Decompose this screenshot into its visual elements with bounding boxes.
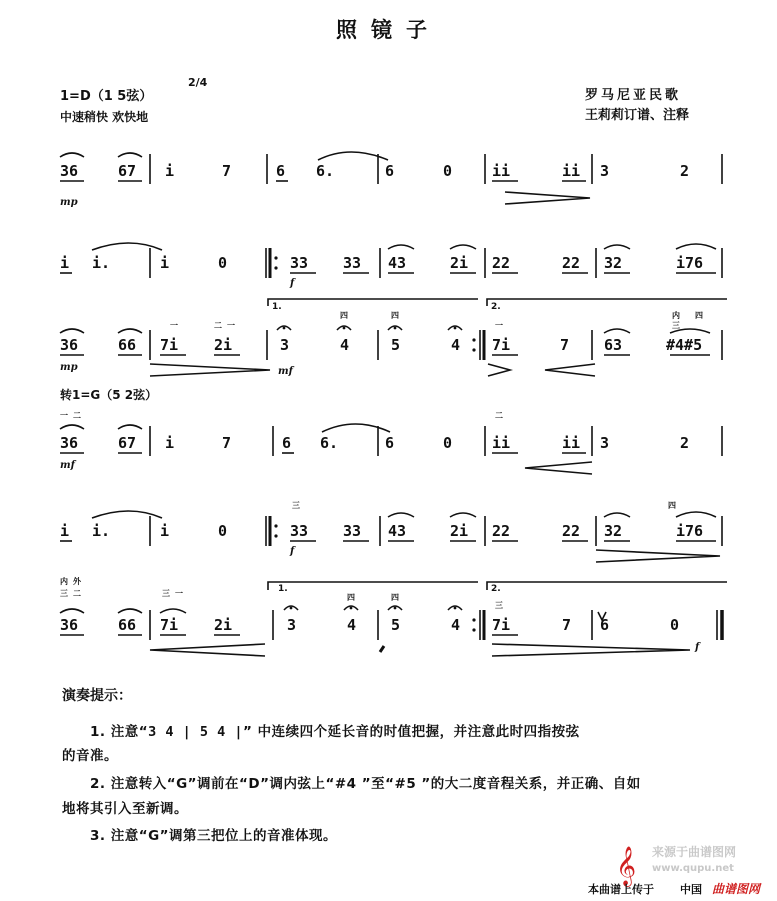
watermark-text: 来源于曲谱图网 [652,845,737,859]
note-group: 4 [451,336,461,354]
note-group: 33 [290,254,309,272]
note-group: 3 [600,162,610,180]
tip-1-line-1 [90,720,580,740]
note-group: 2 [680,434,690,452]
note-group: 3 [600,434,610,452]
note-group: 63 [604,336,623,354]
key-signature: 1=D（1 5弦） [60,89,153,104]
score-system-4 [0,402,777,482]
fingering-label: 四 [391,593,399,602]
footer-site-text: 中国 [680,883,702,896]
note-group: 66 [118,616,137,634]
note-group: 32 [604,522,623,540]
fingering-label: 三 [495,601,503,610]
tips-heading: 演奏提示： [62,688,132,704]
system-6-lines [0,570,777,670]
note-group: 3 [287,616,297,634]
note-group: 0 [218,254,228,272]
note-group: 67 [118,162,137,180]
note-group: 0 [443,434,453,452]
note-group: 2i [450,522,469,540]
fingering-label: 一 [227,321,235,330]
tip-1-prefix: 1. 注意“ [90,724,149,740]
note-group: 33 [343,254,362,272]
dynamic-marking: f [290,278,295,289]
note-group: 4 [451,616,461,634]
note-group: i [60,254,70,272]
tip-1-line-2: 的音准。 [62,748,118,764]
volta-2: 2. [491,584,501,594]
note-group: 4 [340,336,350,354]
note-group: 2i [214,616,233,634]
arranger: 王莉莉订谱、注释 [585,108,690,123]
note-group: 0 [443,162,453,180]
note-group: i [160,522,170,540]
note-group: 6 [600,616,610,634]
fingering-label: 外 [73,577,81,586]
fingering-label: 三 [162,589,170,598]
note-group: 36 [60,616,79,634]
site-logo: 曲谱图网 [712,882,761,896]
tip-1-suffix: ” 中连续四个延长音的时值把握，并注意此时四指按弦 [243,724,580,740]
note-group: i. [92,254,111,272]
page-title: 照镜子 [336,18,441,42]
note-group: 7i [492,616,511,634]
note-group: 7i [160,336,179,354]
note-group: 6 [385,162,395,180]
note-group: 32 [604,254,623,272]
fingering-label: 四 [668,501,676,510]
note-group: 36 [60,336,79,354]
note-group: ii [562,434,581,452]
note-group: 36 [60,434,79,452]
note-group: 22 [492,254,511,272]
fingering-label: 三 [672,321,680,330]
tip-1-notes: 3 4 | 5 4 | [148,724,244,740]
fingering-label: 内 [60,577,68,586]
dynamic-marking: f [290,546,295,557]
system-1-lines [0,140,777,220]
fingering-label: 四 [340,311,348,320]
note-group: 33 [343,522,362,540]
note-group: 5 [391,336,401,354]
score-system-3 [0,296,777,380]
dynamic-marking: mp [60,197,78,208]
fingering-label: 三 [292,501,300,510]
score-system-6 [0,570,777,670]
dynamic-marking: mf [278,366,293,377]
note-group: 2i [214,336,233,354]
note-group: 6. [316,162,335,180]
fingering-label: 内 [672,311,680,320]
note-group: 36 [60,162,79,180]
fingering-label: 一 [495,321,503,330]
note-group: #4#5 [666,336,703,354]
note-group: 22 [492,522,511,540]
fingering-label: 一 [175,589,183,598]
dynamic-marking: mf [60,460,75,471]
note-group: 6. [320,434,339,452]
volta-1: 1. [272,302,282,312]
note-group: ii [562,162,581,180]
note-group: 43 [388,522,407,540]
note-group: i76 [676,522,704,540]
note-group: 6 [385,434,395,452]
modulation-marking: 转1=G（5 2弦） [60,388,158,402]
score-system-2 [0,236,777,300]
tip-3: 3. 注意“G”调第三把位上的音准体现。 [90,828,338,844]
note-group: 6 [282,434,292,452]
fingering-label: 二 [495,411,503,420]
fingering-label: 四 [695,311,703,320]
footer-upload-text: 本曲谱上传于 [588,883,654,896]
fingering-label: 四 [347,593,355,602]
dynamic-marking: f [695,642,700,653]
note-group: 67 [118,434,137,452]
note-group: i [160,254,170,272]
note-group: 2 [680,162,690,180]
note-group: 66 [118,336,137,354]
note-group: i [165,162,175,180]
note-group: 0 [670,616,680,634]
note-group: 33 [290,522,309,540]
note-group: 22 [562,254,581,272]
tip-2-line-1: 2. 注意转入“G”调前在“D”调内弦上“#4 ”至“#5 ”的大二度音程关系，并正确、自如 [90,776,641,792]
fingering-label: 一 [170,321,178,330]
note-group: i. [92,522,111,540]
note-group: 7i [160,616,179,634]
volta-2: 2. [491,302,501,312]
tempo-marking: 中速稍快 欢快地 [60,110,149,124]
note-group: i76 [676,254,704,272]
note-group: 4 [347,616,357,634]
note-group: 43 [388,254,407,272]
composer: 罗马尼亚民歌 [585,88,682,103]
note-group: 3 [280,336,290,354]
fingering-label: 四 [391,311,399,320]
score-system-1 [0,140,777,220]
note-group: 0 [218,522,228,540]
fingering-label: 二 [73,589,81,598]
note-group: 22 [562,522,581,540]
fingering-label: 一 [60,411,68,420]
fingering-label: 二 [73,411,81,420]
note-group: 7 [562,616,572,634]
system-3-lines [0,296,777,380]
note-group: 7 [222,162,232,180]
watermark-url: www.qupu.net [652,863,734,874]
tip-2-line-2: 地将其引入至新调。 [62,801,188,817]
note-group: 5 [391,616,401,634]
fingering-label: 三 [60,589,68,598]
volta-1: 1. [278,584,288,594]
note-group: 7 [222,434,232,452]
note-group: 7i [492,336,511,354]
note-group: 2i [450,254,469,272]
score-system-5 [0,494,777,564]
time-signature-label: 2/4 [188,76,208,89]
note-group: i [165,434,175,452]
note-group: ii [492,162,511,180]
note-group: 7 [560,336,570,354]
time-signature [188,77,207,88]
treble-clef-logo-icon: 𝄞 [616,846,637,886]
dynamic-marking: mp [60,362,78,373]
fingering-label: 二 [214,321,222,330]
note-group: i [60,522,70,540]
note-group: 6 [276,162,286,180]
note-group: ii [492,434,511,452]
